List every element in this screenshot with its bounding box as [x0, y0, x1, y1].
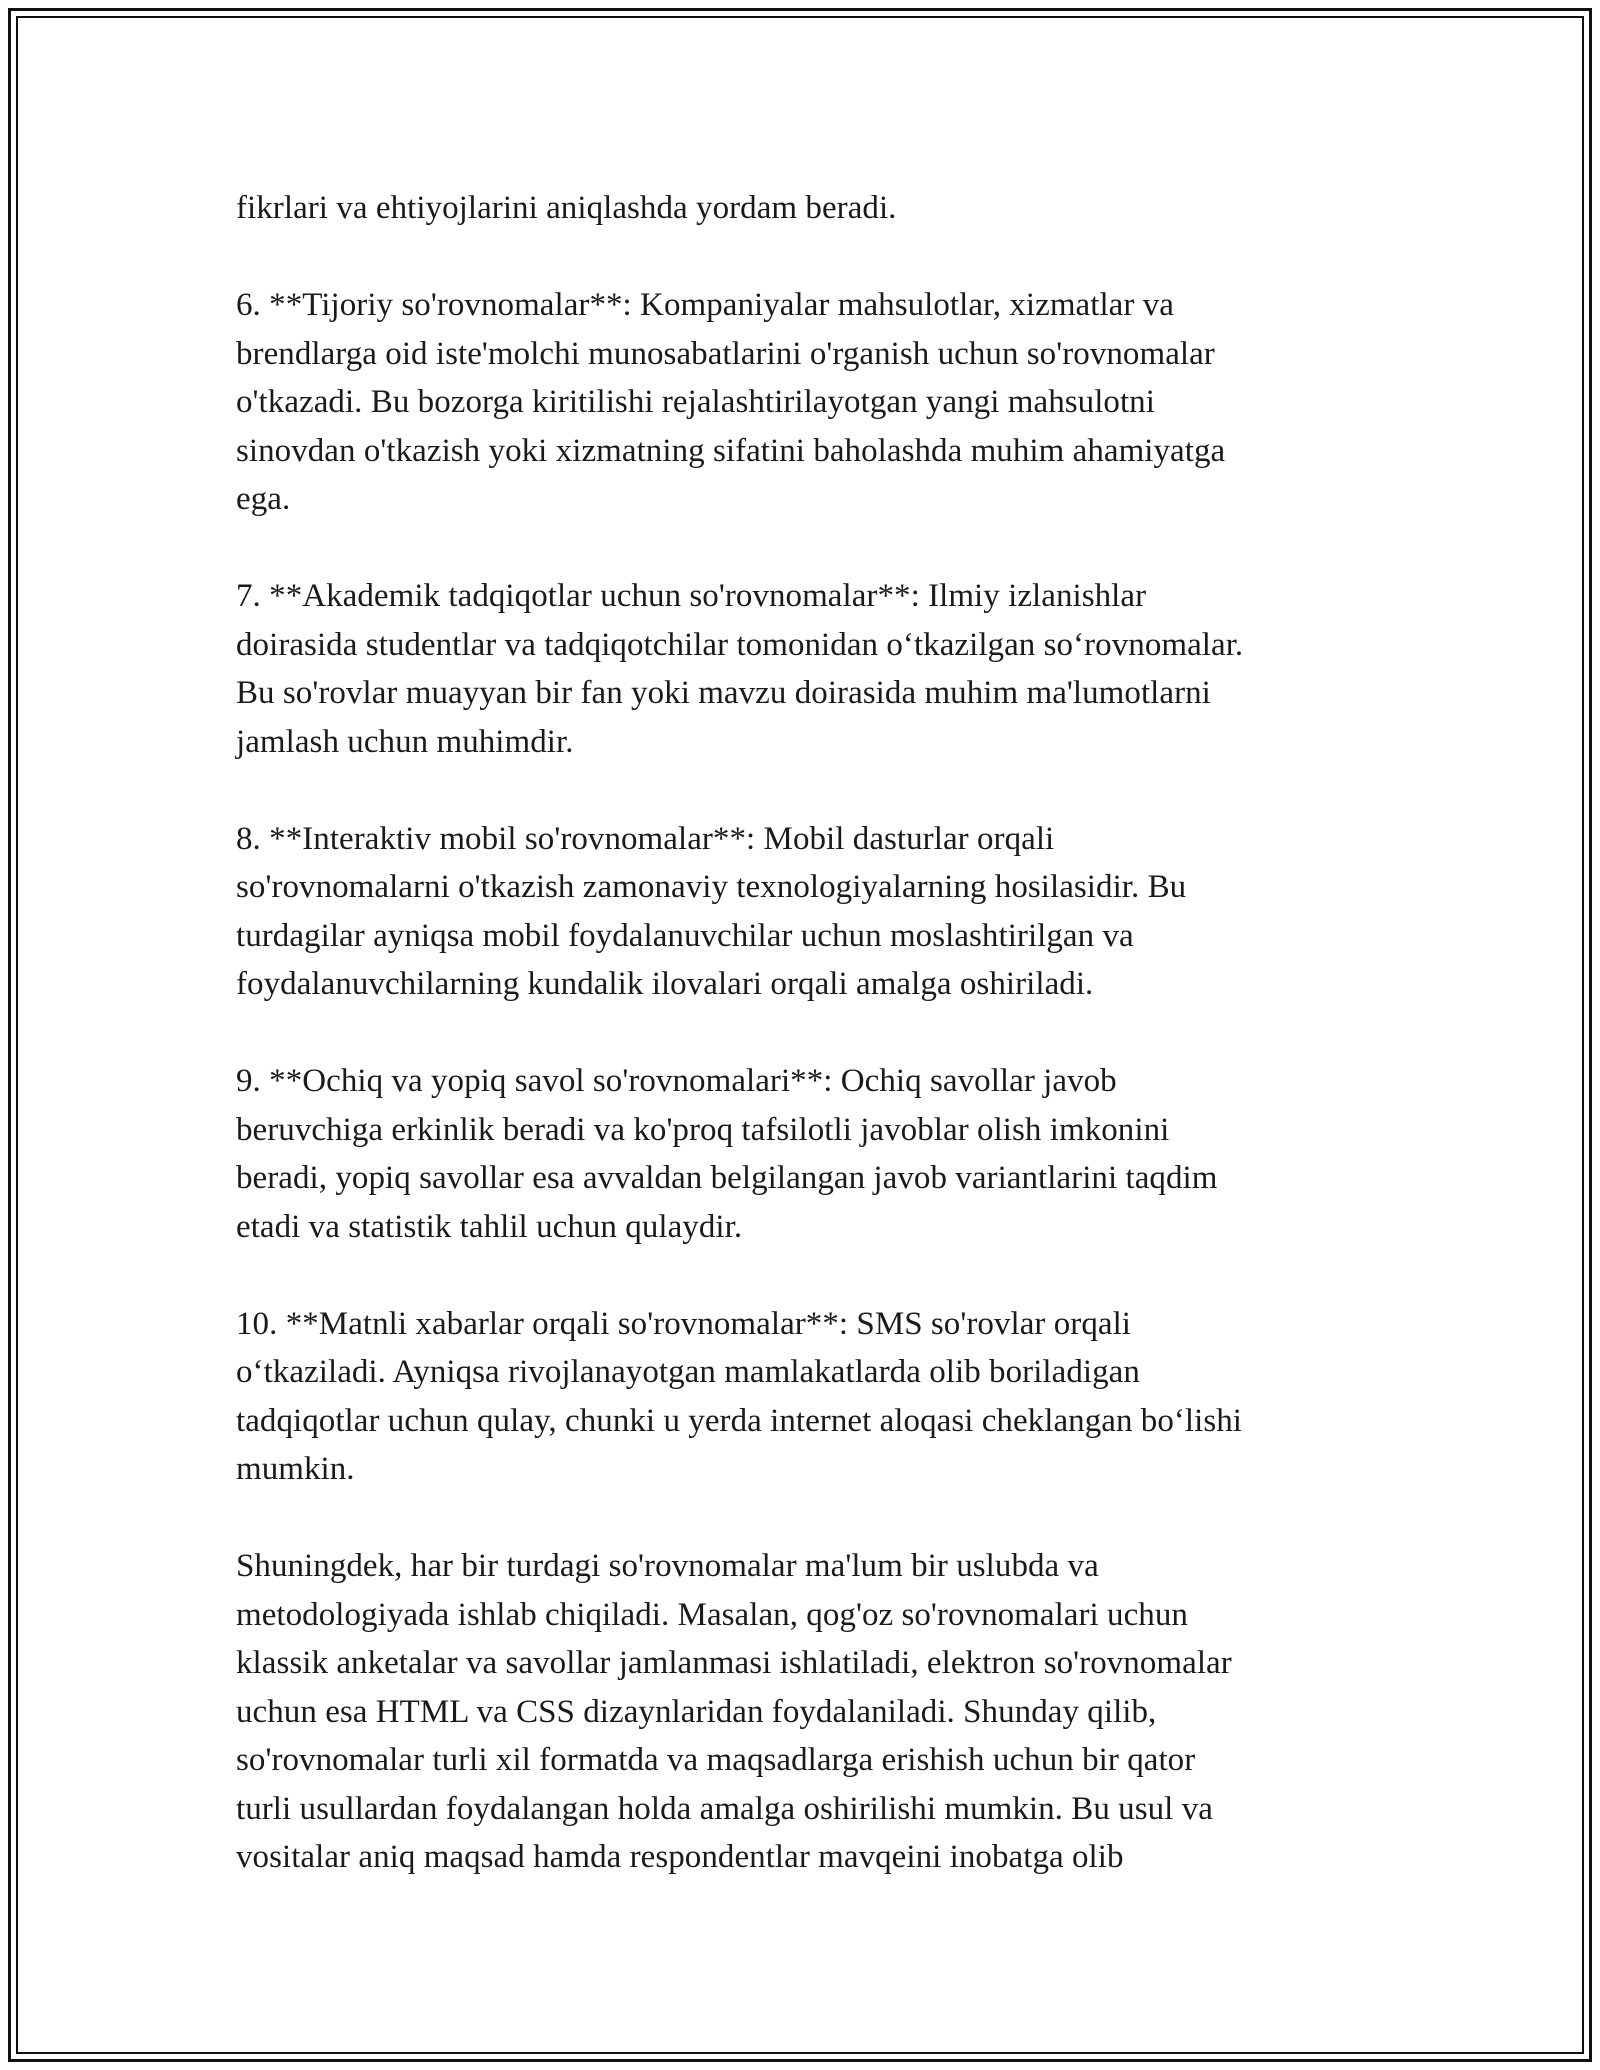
text-line: turdagilar ayniqsa mobil foydalanuvchilar uchun moslashtirilgan va [236, 917, 1134, 954]
paragraph-item-10 [236, 1300, 1366, 1494]
paragraph-gap [236, 1251, 1366, 1300]
paragraph-item-6 [236, 281, 1366, 524]
text-line: so'rovnomalarni o'tkazish zamonaviy texnologiyalarning hosilasidir. Bu [236, 869, 1187, 905]
text-line: 9. **Ochiq va yopiq savol so'rovnomalari**: Ochiq savollar javob [236, 1063, 1117, 1099]
text-line: tadqiqotlar uchun qulay, chunki u yerda internet aloqasi cheklangan bo‘lishi [236, 1402, 1243, 1439]
paragraph-gap [236, 233, 1366, 282]
text-line: foydalanuvchilarning kundalik ilovalari orqali amalga oshiriladi. [236, 966, 1094, 1002]
text-line: Bu so'rovlar muayyan bir fan yoki mavzu doirasida muhim ma'lumotlarni [236, 675, 1211, 711]
document-body [236, 184, 1366, 1882]
text-line: sinovdan o'tkazish yoki xizmatning sifatini baholashda muhim ahamiyatga [236, 432, 1226, 469]
text-line: etadi va statistik tahlil uchun qulaydir. [236, 1208, 743, 1245]
text-line: turli usullardan foydalangan holda amalga oshirilishi mumkin. Bu usul va [236, 1790, 1213, 1827]
text-line: so'rovnomalar turli xil formatda va maqsadlarga erishish uchun bir qator [236, 1742, 1196, 1778]
text-line: Shuningdek, har bir turdagi so'rovnomalar ma'lum bir uslubda va [236, 1548, 1099, 1584]
text-line: 6. **Tijoriy so'rovnomalar**: Kompaniyalar mahsulotlar, xizmatlar va [236, 287, 1174, 323]
text-line: vositalar aniq maqsad hamda respondentlar mavqeini inobatga olib [236, 1839, 1124, 1875]
paragraph-gap [236, 524, 1366, 573]
paragraph-continuation [236, 184, 1366, 233]
text-line: brendlarga oid iste'molchi munosabatlarini o'rganish uchun so'rovnomalar [236, 335, 1215, 372]
text-line: 7. **Akademik tadqiqotlar uchun so'rovnomalar**: Ilmiy izlanishlar [236, 578, 1147, 614]
text-line: o‘tkaziladi. Ayniqsa rivojlanayotgan mamlakatlarda olib boriladigan [236, 1354, 1140, 1390]
text-line: uchun esa HTML va CSS dizaynlaridan foydalaniladi. Shunday qilib, [236, 1693, 1157, 1730]
paragraph-item-8 [236, 815, 1366, 1009]
paragraph-summary [236, 1542, 1366, 1882]
text-line: doirasida studentlar va tadqiqotchilar tomonidan o‘tkazilgan so‘rovnomalar. [236, 626, 1244, 663]
text-line: klassik anketalar va savollar jamlanmasi ishlatiladi, elektron so'rovnomalar [236, 1645, 1232, 1681]
text-line: fikrlari va ehtiyojlarini aniqlashda yordam beradi. [236, 190, 897, 226]
text-line: jamlash uchun muhimdir. [236, 723, 574, 760]
paragraph-item-7 [236, 572, 1366, 766]
text-line: metodologiyada ishlab chiqiladi. Masalan, qog'oz so'rovnomalari uchun [236, 1596, 1188, 1633]
paragraph-item-9 [236, 1057, 1366, 1251]
paragraph-gap [236, 766, 1366, 815]
text-line: beradi, yopiq savollar esa avvaldan belgilangan javob variantlarini taqdim [236, 1160, 1218, 1196]
paragraph-gap [236, 1494, 1366, 1543]
text-line: 8. **Interaktiv mobil so'rovnomalar**: Mobil dasturlar orqali [236, 820, 1055, 857]
text-line: ega. [236, 481, 291, 517]
paragraph-gap [236, 1009, 1366, 1058]
text-line: beruvchiga erkinlik beradi va ko'proq tafsilotli javoblar olish imkonini [236, 1111, 1170, 1148]
text-line: 10. **Matnli xabarlar orqali so'rovnomalar**: SMS so'rovlar orqali [236, 1305, 1132, 1342]
text-line: mumkin. [236, 1451, 355, 1487]
text-line: o'tkazadi. Bu bozorga kiritilishi rejalashtirilayotgan yangi mahsulotni [236, 384, 1155, 420]
